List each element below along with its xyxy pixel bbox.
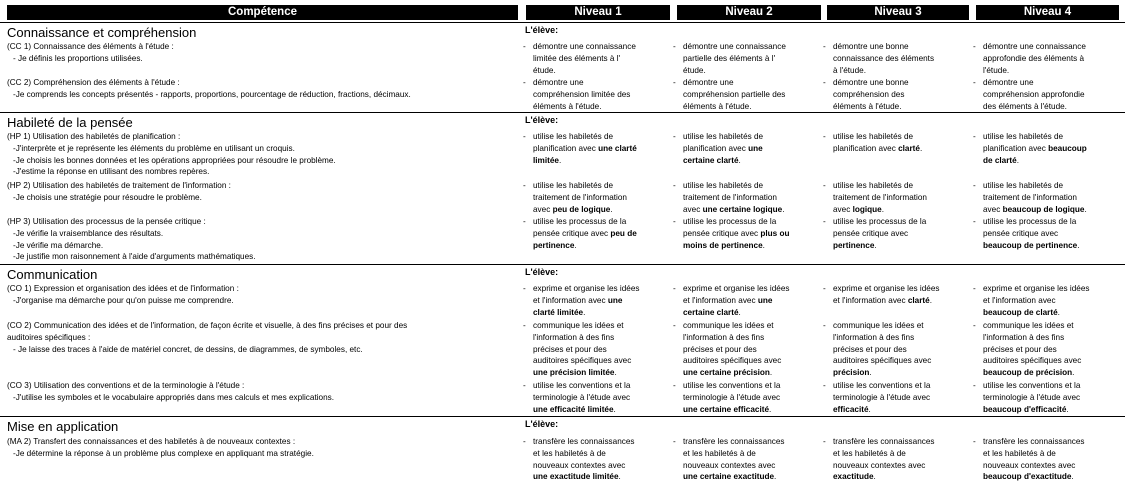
descriptor-line: l'information à des fins xyxy=(983,332,1065,342)
level-3-descriptor xyxy=(823,320,981,379)
descriptor-line: pensée critique avec peu de xyxy=(533,228,637,238)
descriptor-line: beaucoup de pertinence. xyxy=(983,240,1080,250)
level-3-descriptor xyxy=(823,216,981,251)
section-title: Communication xyxy=(7,267,98,282)
descriptor-line: compréhension approfondie xyxy=(983,89,1085,99)
descriptor-line: et l'information avec une xyxy=(683,295,773,305)
competence-cell xyxy=(7,216,507,263)
descriptor-line: communique les idées et xyxy=(683,321,774,330)
bullet-dash: - xyxy=(673,78,676,87)
descriptor-line: transfère les connaissances xyxy=(683,437,785,446)
descriptor-line: une efficacité limitée. xyxy=(533,404,616,414)
eleve-label: L'élève: xyxy=(525,25,559,35)
competence-title: (HP 2) Utilisation des habiletés de traitement de l'information : xyxy=(7,181,231,190)
section-divider xyxy=(0,264,1125,265)
descriptor-line: traitement de l'information xyxy=(833,192,927,202)
descriptor-line: utilise les habiletés de xyxy=(983,132,1064,141)
bullet-dash: - xyxy=(673,217,676,226)
descriptor-line: une certaine exactitude. xyxy=(683,472,777,482)
level-2-descriptor xyxy=(673,180,831,215)
bullet-dash: - xyxy=(973,381,976,390)
descriptor-line: précision. xyxy=(833,368,872,378)
descriptor-line: éléments à l'étude. xyxy=(833,101,902,111)
descriptor-line: exactitude. xyxy=(833,472,876,482)
descriptor-line: clarté limitée. xyxy=(533,307,586,317)
competence-item: -J'organise ma démarche pour qu'on puisse me comprendre. xyxy=(13,295,234,305)
descriptor-line: compréhension des xyxy=(833,89,905,99)
level-1-descriptor xyxy=(523,216,683,251)
descriptor-line: communique les idées et xyxy=(533,321,624,330)
header-competence: Compétence xyxy=(7,5,518,20)
level-2-descriptor xyxy=(673,436,831,483)
descriptor-line: une précision limitée. xyxy=(533,368,617,378)
descriptor-line: utilise les conventions et la xyxy=(533,381,631,390)
bullet-dash: - xyxy=(673,381,676,390)
competence-item: -J'interprète et je représente les éléments du problème en utilisant un croquis. xyxy=(13,143,295,153)
descriptor-line: utilise les habiletés de xyxy=(683,181,764,190)
descriptor-line: de clarté. xyxy=(983,155,1019,165)
header-niveau-2: Niveau 2 xyxy=(677,5,821,20)
descriptor-line: et les habiletés à de xyxy=(983,448,1056,458)
descriptor-line: avec beaucoup de logique. xyxy=(983,204,1087,214)
level-1-descriptor xyxy=(523,131,683,166)
header-niveau-3: Niveau 3 xyxy=(827,5,969,20)
descriptor-line: étude. xyxy=(533,65,556,75)
descriptor-line: beaucoup d'efficacité. xyxy=(983,404,1069,414)
descriptor-line: précises et pour des xyxy=(833,344,907,354)
level-3-descriptor xyxy=(823,131,981,155)
descriptor-line: une certaine précision. xyxy=(683,368,773,378)
descriptor-line: l'information à des fins xyxy=(683,332,765,342)
competence-item: -Je justifie mon raisonnement à l'aide d'arguments mathématiques. xyxy=(13,252,256,262)
descriptor-line: démontre une xyxy=(683,78,734,87)
descriptor-line: nouveaux contextes avec xyxy=(533,460,626,470)
descriptor-line: exprime et organise les idées xyxy=(983,284,1090,293)
descriptor-line: compréhension limitée des xyxy=(533,89,631,99)
descriptor-line: utilise les habiletés de xyxy=(683,132,764,141)
section-divider xyxy=(0,416,1125,417)
descriptor-line: démontre une connaissance xyxy=(533,42,636,51)
descriptor-line: et l'information avec clarté. xyxy=(833,295,932,305)
competence-item: - Je laisse des traces à l'aide de matériel concret, de dessins, de diagrammes, de symboles, etc. xyxy=(13,344,363,354)
competence-title: (CO 3) Utilisation des conventions et de la terminologie à l'étude : xyxy=(7,381,245,390)
bullet-dash: - xyxy=(523,181,526,190)
bullet-dash: - xyxy=(823,437,826,446)
descriptor-line: utilise les processus de la xyxy=(983,217,1077,226)
descriptor-line: nouveaux contextes avec xyxy=(983,460,1076,470)
level-2-descriptor xyxy=(673,380,831,415)
descriptor-line: transfère les connaissances xyxy=(833,437,935,446)
bullet-dash: - xyxy=(823,181,826,190)
level-2-descriptor xyxy=(673,41,831,76)
descriptor-line: communique les idées et xyxy=(983,321,1074,330)
bullet-dash: - xyxy=(523,217,526,226)
descriptor-line: une certaine efficacité. xyxy=(683,404,772,414)
descriptor-line: précises et pour des xyxy=(683,344,757,354)
bullet-dash: - xyxy=(673,284,676,293)
level-4-descriptor xyxy=(973,380,1125,415)
descriptor-line: certaine clarté. xyxy=(683,307,741,317)
level-4-descriptor xyxy=(973,131,1125,166)
descriptor-line: et les habiletés à de xyxy=(683,448,756,458)
descriptor-line: traitement de l'information xyxy=(533,192,627,202)
descriptor-line: moins de pertinence. xyxy=(683,240,765,250)
bullet-dash: - xyxy=(673,42,676,51)
competence-title: (CO 1) Expression et organisation des idées et de l'information : xyxy=(7,284,239,293)
descriptor-line: exprime et organise les idées xyxy=(683,284,790,293)
section-title: Mise en application xyxy=(7,419,119,434)
descriptor-line: terminologie à l'étude avec xyxy=(683,392,781,402)
level-1-descriptor xyxy=(523,41,683,76)
competence-cell xyxy=(7,380,507,404)
descriptor-line: efficacité. xyxy=(833,404,871,414)
descriptor-line: démontre une xyxy=(533,78,584,87)
descriptor-line: transfère les connaissances xyxy=(533,437,635,446)
level-3-descriptor xyxy=(823,77,981,112)
descriptor-line: auditoires spécifiques avec xyxy=(833,356,932,366)
section-divider xyxy=(0,112,1125,113)
descriptor-line: et l'information avec une xyxy=(533,295,623,305)
bullet-dash: - xyxy=(973,42,976,51)
descriptor-line: des éléments à l'étude. xyxy=(983,101,1067,111)
descriptor-line: terminologie à l'étude avec xyxy=(533,392,631,402)
bullet-dash: - xyxy=(823,132,826,141)
section-divider xyxy=(0,22,1125,23)
bullet-dash: - xyxy=(673,321,676,330)
descriptor-line: planification avec une xyxy=(683,143,763,153)
eleve-label: L'élève: xyxy=(525,267,559,277)
level-4-descriptor xyxy=(973,216,1125,251)
level-2-descriptor xyxy=(673,283,831,318)
descriptor-line: utilise les conventions et la xyxy=(683,381,781,390)
bullet-dash: - xyxy=(973,437,976,446)
level-1-descriptor xyxy=(523,180,683,215)
descriptor-line: et l'information avec xyxy=(983,295,1056,305)
competence-cell xyxy=(7,41,507,65)
level-4-descriptor xyxy=(973,320,1125,379)
bullet-dash: - xyxy=(523,437,526,446)
descriptor-line: démontre une bonne xyxy=(833,78,909,87)
competence-title: (CO 2) Communication des idées et de l'information, de façon écrite et visuelle, à des fins précises et pour des xyxy=(7,321,408,330)
level-1-descriptor xyxy=(523,380,683,415)
descriptor-line: démontre une connaissance xyxy=(983,42,1086,51)
descriptor-line: utilise les habiletés de xyxy=(833,181,914,190)
descriptor-line: éléments à l'étude. xyxy=(533,101,602,111)
bullet-dash: - xyxy=(523,381,526,390)
bullet-dash: - xyxy=(823,42,826,51)
descriptor-line: transfère les connaissances xyxy=(983,437,1085,446)
descriptor-line: compréhension partielle des xyxy=(683,89,786,99)
descriptor-line: une exactitude limitée. xyxy=(533,472,621,482)
descriptor-line: limitée des éléments à l' xyxy=(533,53,621,63)
bullet-dash: - xyxy=(523,78,526,87)
bullet-dash: - xyxy=(823,381,826,390)
level-3-descriptor xyxy=(823,380,981,415)
bullet-dash: - xyxy=(673,181,676,190)
descriptor-line: auditoires spécifiques avec xyxy=(983,356,1082,366)
competence-cell xyxy=(7,77,507,101)
descriptor-line: précises et pour des xyxy=(533,344,607,354)
competence-item: -J'estime la réponse en utilisant des nombres repères. xyxy=(13,167,210,177)
competence-title: (HP 1) Utilisation des habiletés de planification : xyxy=(7,132,181,141)
descriptor-line: utilise les conventions et la xyxy=(833,381,931,390)
descriptor-line: utilise les processus de la xyxy=(833,217,927,226)
competence-cell xyxy=(7,283,507,307)
bullet-dash: - xyxy=(973,78,976,87)
descriptor-line: étude. xyxy=(683,65,706,75)
descriptor-line: partielle des éléments à l' xyxy=(683,53,776,63)
descriptor-line: utilise les processus de la xyxy=(533,217,627,226)
descriptor-line: limitée. xyxy=(533,155,562,165)
descriptor-line: traitement de l'information xyxy=(983,192,1077,202)
descriptor-line: éléments à l'étude. xyxy=(683,101,752,111)
competence-item: -Je choisis une stratégie pour résoudre le problème. xyxy=(13,192,202,202)
descriptor-line: planification avec beaucoup xyxy=(983,143,1087,153)
descriptor-line: planification avec clarté. xyxy=(833,143,923,153)
level-3-descriptor xyxy=(823,41,981,76)
level-3-descriptor xyxy=(823,283,981,307)
bullet-dash: - xyxy=(973,132,976,141)
level-1-descriptor xyxy=(523,283,683,318)
descriptor-line: terminologie à l'étude avec xyxy=(983,392,1081,402)
bullet-dash: - xyxy=(973,181,976,190)
descriptor-line: traitement de l'information xyxy=(683,192,777,202)
competence-item: -Je vérifie ma démarche. xyxy=(13,240,104,250)
descriptor-line: pertinence. xyxy=(833,240,877,250)
descriptor-line: avec peu de logique. xyxy=(533,204,613,214)
descriptor-line: et les habiletés à de xyxy=(533,448,606,458)
descriptor-line: avec une certaine logique. xyxy=(683,204,785,214)
level-3-descriptor xyxy=(823,436,981,483)
competence-title: (CC 2) Compréhension des éléments à l'étude : xyxy=(7,78,180,87)
descriptor-line: démontre une connaissance xyxy=(683,42,786,51)
level-4-descriptor xyxy=(973,180,1125,215)
descriptor-line: à l'étude. xyxy=(833,65,866,75)
bullet-dash: - xyxy=(973,321,976,330)
bullet-dash: - xyxy=(523,321,526,330)
competence-title: (HP 3) Utilisation des processus de la pensée critique : xyxy=(7,217,206,226)
bullet-dash: - xyxy=(673,437,676,446)
descriptor-line: utilise les habiletés de xyxy=(533,181,614,190)
descriptor-line: précises et pour des xyxy=(983,344,1057,354)
descriptor-line: démontre une bonne xyxy=(833,42,909,51)
level-4-descriptor xyxy=(973,41,1125,76)
descriptor-line: certaine clarté. xyxy=(683,155,741,165)
descriptor-line: pensée critique avec xyxy=(833,228,909,238)
bullet-dash: - xyxy=(823,321,826,330)
level-2-descriptor xyxy=(673,131,831,166)
header-niveau-1: Niveau 1 xyxy=(526,5,670,20)
bullet-dash: - xyxy=(673,132,676,141)
descriptor-line: avec logique. xyxy=(833,204,884,214)
descriptor-line: exprime et organise les idées xyxy=(833,284,940,293)
bullet-dash: - xyxy=(823,217,826,226)
level-4-descriptor xyxy=(973,436,1125,483)
bullet-dash: - xyxy=(523,132,526,141)
descriptor-line: planification avec une clarté xyxy=(533,143,637,153)
bullet-dash: - xyxy=(823,78,826,87)
descriptor-line: approfondie des éléments à xyxy=(983,53,1085,63)
competence-title: (CC 1) Connaissance des éléments à l'étude : xyxy=(7,42,174,51)
level-2-descriptor xyxy=(673,77,831,112)
bullet-dash: - xyxy=(523,42,526,51)
descriptor-line: l'information à des fins xyxy=(533,332,615,342)
competence-title-cont: auditoires spécifiques : xyxy=(7,332,91,342)
competence-item: -J'utilise les symboles et le vocabulaire appropriés dans mes calculs et mes explications. xyxy=(13,392,335,402)
descriptor-line: beaucoup de clarté. xyxy=(983,307,1060,317)
bullet-dash: - xyxy=(523,284,526,293)
descriptor-line: pensée critique avec plus ou xyxy=(683,228,790,238)
bullet-dash: - xyxy=(823,284,826,293)
level-2-descriptor xyxy=(673,320,831,379)
descriptor-line: pensée critique avec xyxy=(983,228,1059,238)
descriptor-line: auditoires spécifiques avec xyxy=(683,356,782,366)
descriptor-line: utilise les habiletés de xyxy=(533,132,614,141)
level-1-descriptor xyxy=(523,77,683,112)
descriptor-line: utilise les habiletés de xyxy=(983,181,1064,190)
descriptor-line: auditoires spécifiques avec xyxy=(533,356,632,366)
level-4-descriptor xyxy=(973,283,1125,318)
descriptor-line: utilise les habiletés de xyxy=(833,132,914,141)
descriptor-line: terminologie à l'étude avec xyxy=(833,392,931,402)
level-1-descriptor xyxy=(523,436,683,483)
bullet-dash: - xyxy=(973,284,976,293)
descriptor-line: connaissance des éléments xyxy=(833,53,935,63)
descriptor-line: démontre une xyxy=(983,78,1034,87)
descriptor-line: beaucoup d'exactitude. xyxy=(983,472,1074,482)
competence-title: (MA 2) Transfert des connaissances et des habiletés à de nouveaux contextes : xyxy=(7,437,296,446)
header-niveau-4: Niveau 4 xyxy=(976,5,1119,20)
competence-item: -Je détermine la réponse à un problème plus complexe en appliquant ma stratégie. xyxy=(13,448,314,458)
competence-cell xyxy=(7,320,507,355)
level-3-descriptor xyxy=(823,180,981,215)
competence-cell xyxy=(7,436,507,460)
descriptor-line: utilise les processus de la xyxy=(683,217,777,226)
descriptor-line: pertinence. xyxy=(533,240,577,250)
descriptor-line: l'information à des fins xyxy=(833,332,915,342)
bullet-dash: - xyxy=(973,217,976,226)
competence-item: - Je définis les proportions utilisées. xyxy=(13,53,143,63)
descriptor-line: communique les idées et xyxy=(833,321,924,330)
level-2-descriptor xyxy=(673,216,831,251)
level-4-descriptor xyxy=(973,77,1125,112)
descriptor-line: beaucoup de précision. xyxy=(983,368,1075,378)
descriptor-line: exprime et organise les idées xyxy=(533,284,640,293)
descriptor-line: et les habiletés à de xyxy=(833,448,906,458)
descriptor-line: l'étude. xyxy=(983,65,1010,75)
competence-item: -Je comprends les concepts présentés - rapports, proportions, pourcentage de réduction, fractions, décimaux. xyxy=(13,89,411,99)
competence-item: -Je choisis les bonnes données et les opérations appropriées pour résoudre le problème. xyxy=(13,155,336,165)
descriptor-line: nouveaux contextes avec xyxy=(683,460,776,470)
section-title: Habileté de la pensée xyxy=(7,115,133,130)
competence-cell xyxy=(7,131,507,178)
competence-item: -Je vérifie la vraisemblance des résultats. xyxy=(13,228,164,238)
level-1-descriptor xyxy=(523,320,683,379)
eleve-label: L'élève: xyxy=(525,419,559,429)
competence-cell xyxy=(7,180,507,204)
section-title: Connaissance et compréhension xyxy=(7,25,197,40)
descriptor-line: utilise les conventions et la xyxy=(983,381,1081,390)
eleve-label: L'élève: xyxy=(525,115,559,125)
descriptor-line: nouveaux contextes avec xyxy=(833,460,926,470)
